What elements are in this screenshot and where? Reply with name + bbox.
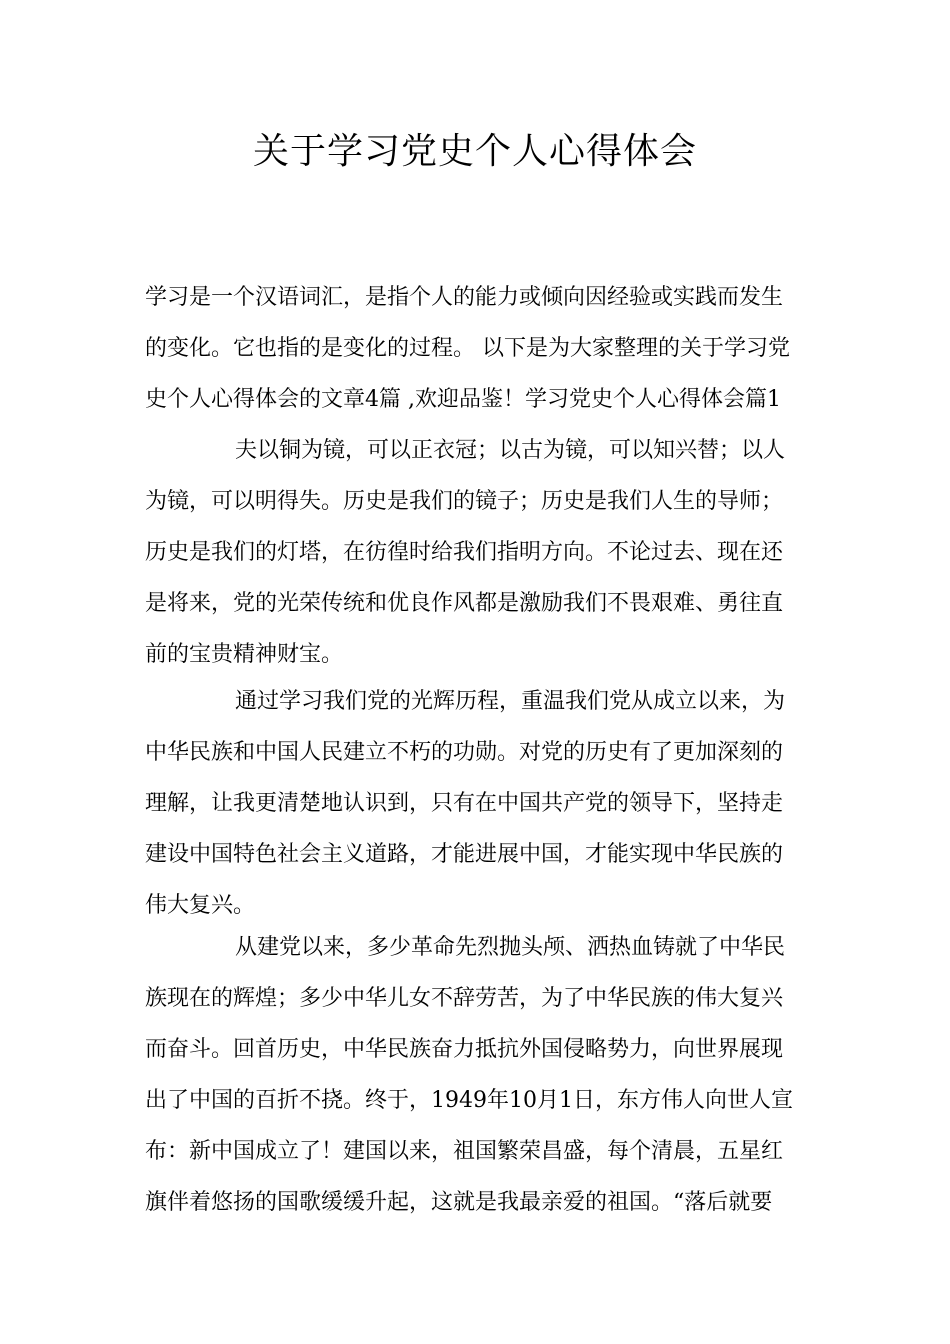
text-line: 夫以铜为镜，可以正衣冠；以古为镜，可以知兴替；以人 [235, 438, 786, 463]
text-line: 通过学习我们党的光辉历程，重温我们党从成立以来，为 [235, 689, 786, 714]
text-line: 旗伴着悠扬的国歌缓缓升起，这就是我最亲爱的祖国。“落后就要 [145, 1190, 773, 1215]
text-line: 为镜，可以明得失。历史是我们的镜子；历史是我们人生的导师； [145, 489, 784, 514]
text-line: 理解，让我更清楚地认识到，只有在中国共产党的领导下，坚持走 [145, 791, 784, 816]
paragraph-intro [145, 272, 810, 425]
text-line: 出了中国的百折不挠。终于，1949年10月1日，东方伟人向世人宣 [145, 1088, 793, 1113]
text-line: 族现在的辉煌；多少中华儿女不辞劳苦，为了中华民族的伟大复兴 [145, 986, 784, 1011]
text-line: 从建党以来，多少革命先烈抛头颅、洒热血铸就了中华民 [235, 935, 786, 960]
text-line: 而奋斗。回首历史，中华民族奋力抵抗外国侵略势力，向世界展现 [145, 1037, 784, 1062]
paragraph-history [145, 676, 810, 931]
paragraph-founding [145, 922, 810, 1228]
text-line: 布：新中国成立了！建国以来，祖国繁荣昌盛，每个清晨，五星红 [145, 1139, 784, 1164]
text-line: 中华民族和中国人民建立不朽的功勋。对党的历史有了更加深刻的 [145, 740, 784, 765]
text-line: 建设中国特色社会主义道路，才能进展中国，才能实现中华民族的 [145, 842, 784, 867]
text-line: 历史是我们的灯塔，在彷徨时给我们指明方向。不论过去、现在还 [145, 540, 784, 565]
text-line: 伟大复兴。 [145, 893, 256, 918]
text-line: 史个人心得体会的文章4篇 ,欢迎品鉴！学习党史个人心得体会篇1 [145, 387, 781, 412]
text-line: 学习是一个汉语词汇，是指个人的能力或倾向因经验或实践而发生 [145, 285, 784, 310]
paragraph-mirror [145, 425, 810, 680]
document-title: 关于学习党史个人心得体会 [252, 131, 697, 172]
text-line: 前的宝贵精神财宝。 [145, 642, 344, 667]
text-line: 的变化。它也指的是变化的过程。 以下是为大家整理的关于学习党 [145, 336, 790, 361]
text-line: 是将来，党的光荣传统和优良作风都是激励我们不畏艰难、勇往直 [145, 591, 784, 616]
